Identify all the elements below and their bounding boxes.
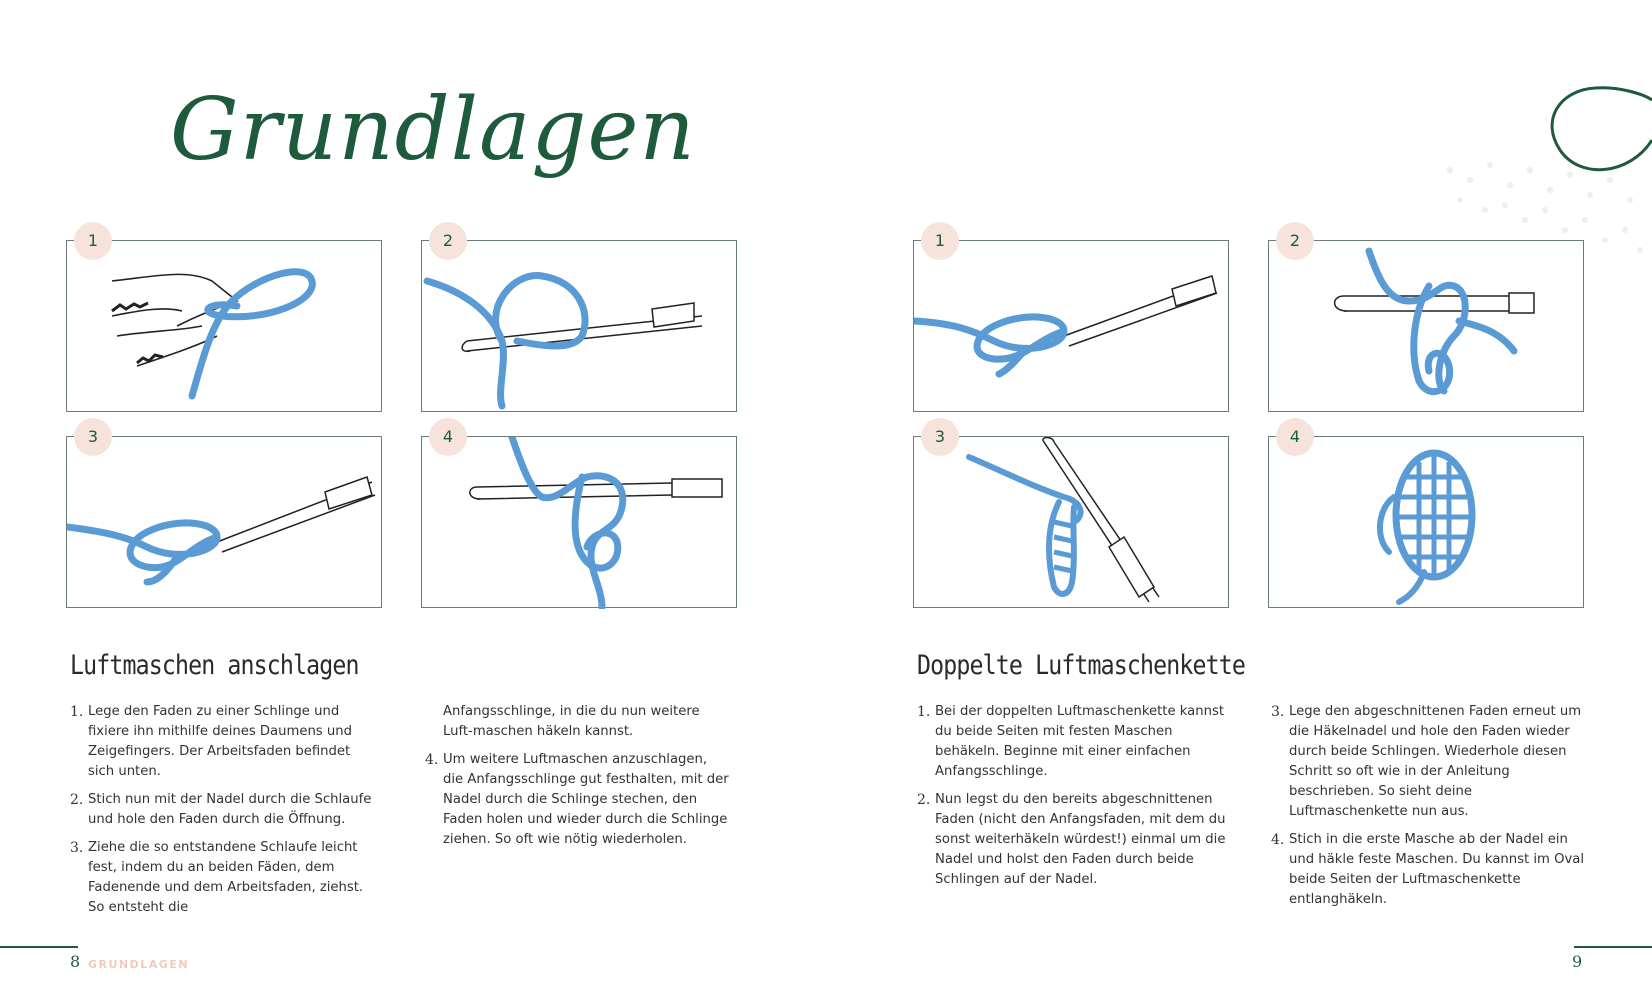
- step-badge-left-3: 3: [74, 418, 112, 456]
- step-item: 4. Stich in die erste Masche ab der Nadel ein und häkle feste Maschen. Du kannst im Oval beide Seiten der Luftmaschenkette entlanghäkeln.: [1271, 832, 1584, 907]
- left-column-2: [425, 702, 730, 858]
- step-badge-right-3: 3: [921, 418, 959, 456]
- chain-illustration-icon: [422, 437, 738, 609]
- step-item: 1. Bei der doppelten Luftmaschenkette kannst du beide Seiten mit festen Maschen behäkeln. Beginne mit einer einfachen Anfangsschlinge.: [917, 704, 1225, 779]
- panel-left-3: [66, 436, 382, 608]
- step-item: 2. Stich nun mit der Nadel durch die Schlaufe und hole den Faden durch die Öffnung.: [70, 792, 372, 827]
- panel-right-1: [913, 240, 1229, 412]
- crochet-hook-illustration-icon: [422, 241, 738, 413]
- footer-rule-left: [0, 946, 78, 948]
- panel-left-4: [421, 436, 737, 608]
- yarn-loop-illustration-icon: [914, 241, 1230, 413]
- step-item: 1. Lege den Faden zu einer Schlinge und fixiere ihn mithilfe deines Daumens und Zeigefingers. Der Arbeitsfaden befindet sich unten.: [70, 704, 352, 779]
- right-column-2: [1271, 702, 1591, 918]
- step-continuation: Anfangsschlinge, in die du nun weitere Luft-maschen häkeln kannst.: [443, 704, 700, 739]
- chain-illustration-icon: [1269, 241, 1585, 413]
- footer-rule-right: [1574, 946, 1652, 948]
- panel-left-1: [66, 240, 382, 412]
- step-badge-right-4: 4: [1276, 418, 1314, 456]
- running-head: GRUNDLAGEN: [88, 958, 190, 971]
- step-badge-left-4: 4: [429, 418, 467, 456]
- yarn-loop-illustration-icon: [67, 437, 383, 609]
- step-badge-left-2: 2: [429, 222, 467, 260]
- left-column-1: [70, 702, 380, 926]
- panel-right-3: [913, 436, 1229, 608]
- page-title: Grundlagen: [170, 80, 696, 180]
- right-column-1: [917, 702, 1227, 898]
- section-title-left: Luftmaschen anschlagen: [70, 650, 359, 681]
- hand-yarn-illustration-icon: [67, 241, 383, 413]
- step-badge-right-2: 2: [1276, 222, 1314, 260]
- crochet-hook-illustration-icon: [914, 437, 1230, 609]
- panel-right-4: [1268, 436, 1584, 608]
- page-number-left: 8: [70, 952, 81, 971]
- step-item: 3. Ziehe die so entstandene Schlaufe leicht fest, indem du an beiden Fäden, dem Fadenende und dem Arbeitsfaden, ziehst. So entsteht die: [70, 840, 364, 915]
- panel-left-2: [421, 240, 737, 412]
- panel-right-2: [1268, 240, 1584, 412]
- section-title-right: Doppelte Luftmaschenkette: [917, 650, 1245, 681]
- page-number-right: 9: [1572, 952, 1583, 971]
- step-item: 4. Um weitere Luftmaschen anzuschlagen, die Anfangsschlinge gut festhalten, mit der Nadel durch die Schlinge stechen, den Faden holen und wieder durch die Schlinge ziehen. So oft wie nötig wiederholen.: [425, 752, 729, 847]
- chain-illustration-icon: [1269, 437, 1585, 609]
- step-badge-left-1: 1: [74, 222, 112, 260]
- step-item: 2. Nun legst du den bereits abgeschnittenen Faden (nicht den Anfangsfaden, mit dem du sonst weiterhäkeln würdest!) einmal um die Nadel und holst den Faden durch beide Schlingen auf der Nadel.: [917, 792, 1226, 887]
- step-badge-right-1: 1: [921, 222, 959, 260]
- step-item: 3. Lege den abgeschnittenen Faden erneut um die Häkelnadel und hole den Faden wieder durch beide Schlingen. Wiederhole diesen Schritt so oft wie in der Anleitung beschrieben. So sieht deine Luftmaschenkette nun aus.: [1271, 704, 1582, 819]
